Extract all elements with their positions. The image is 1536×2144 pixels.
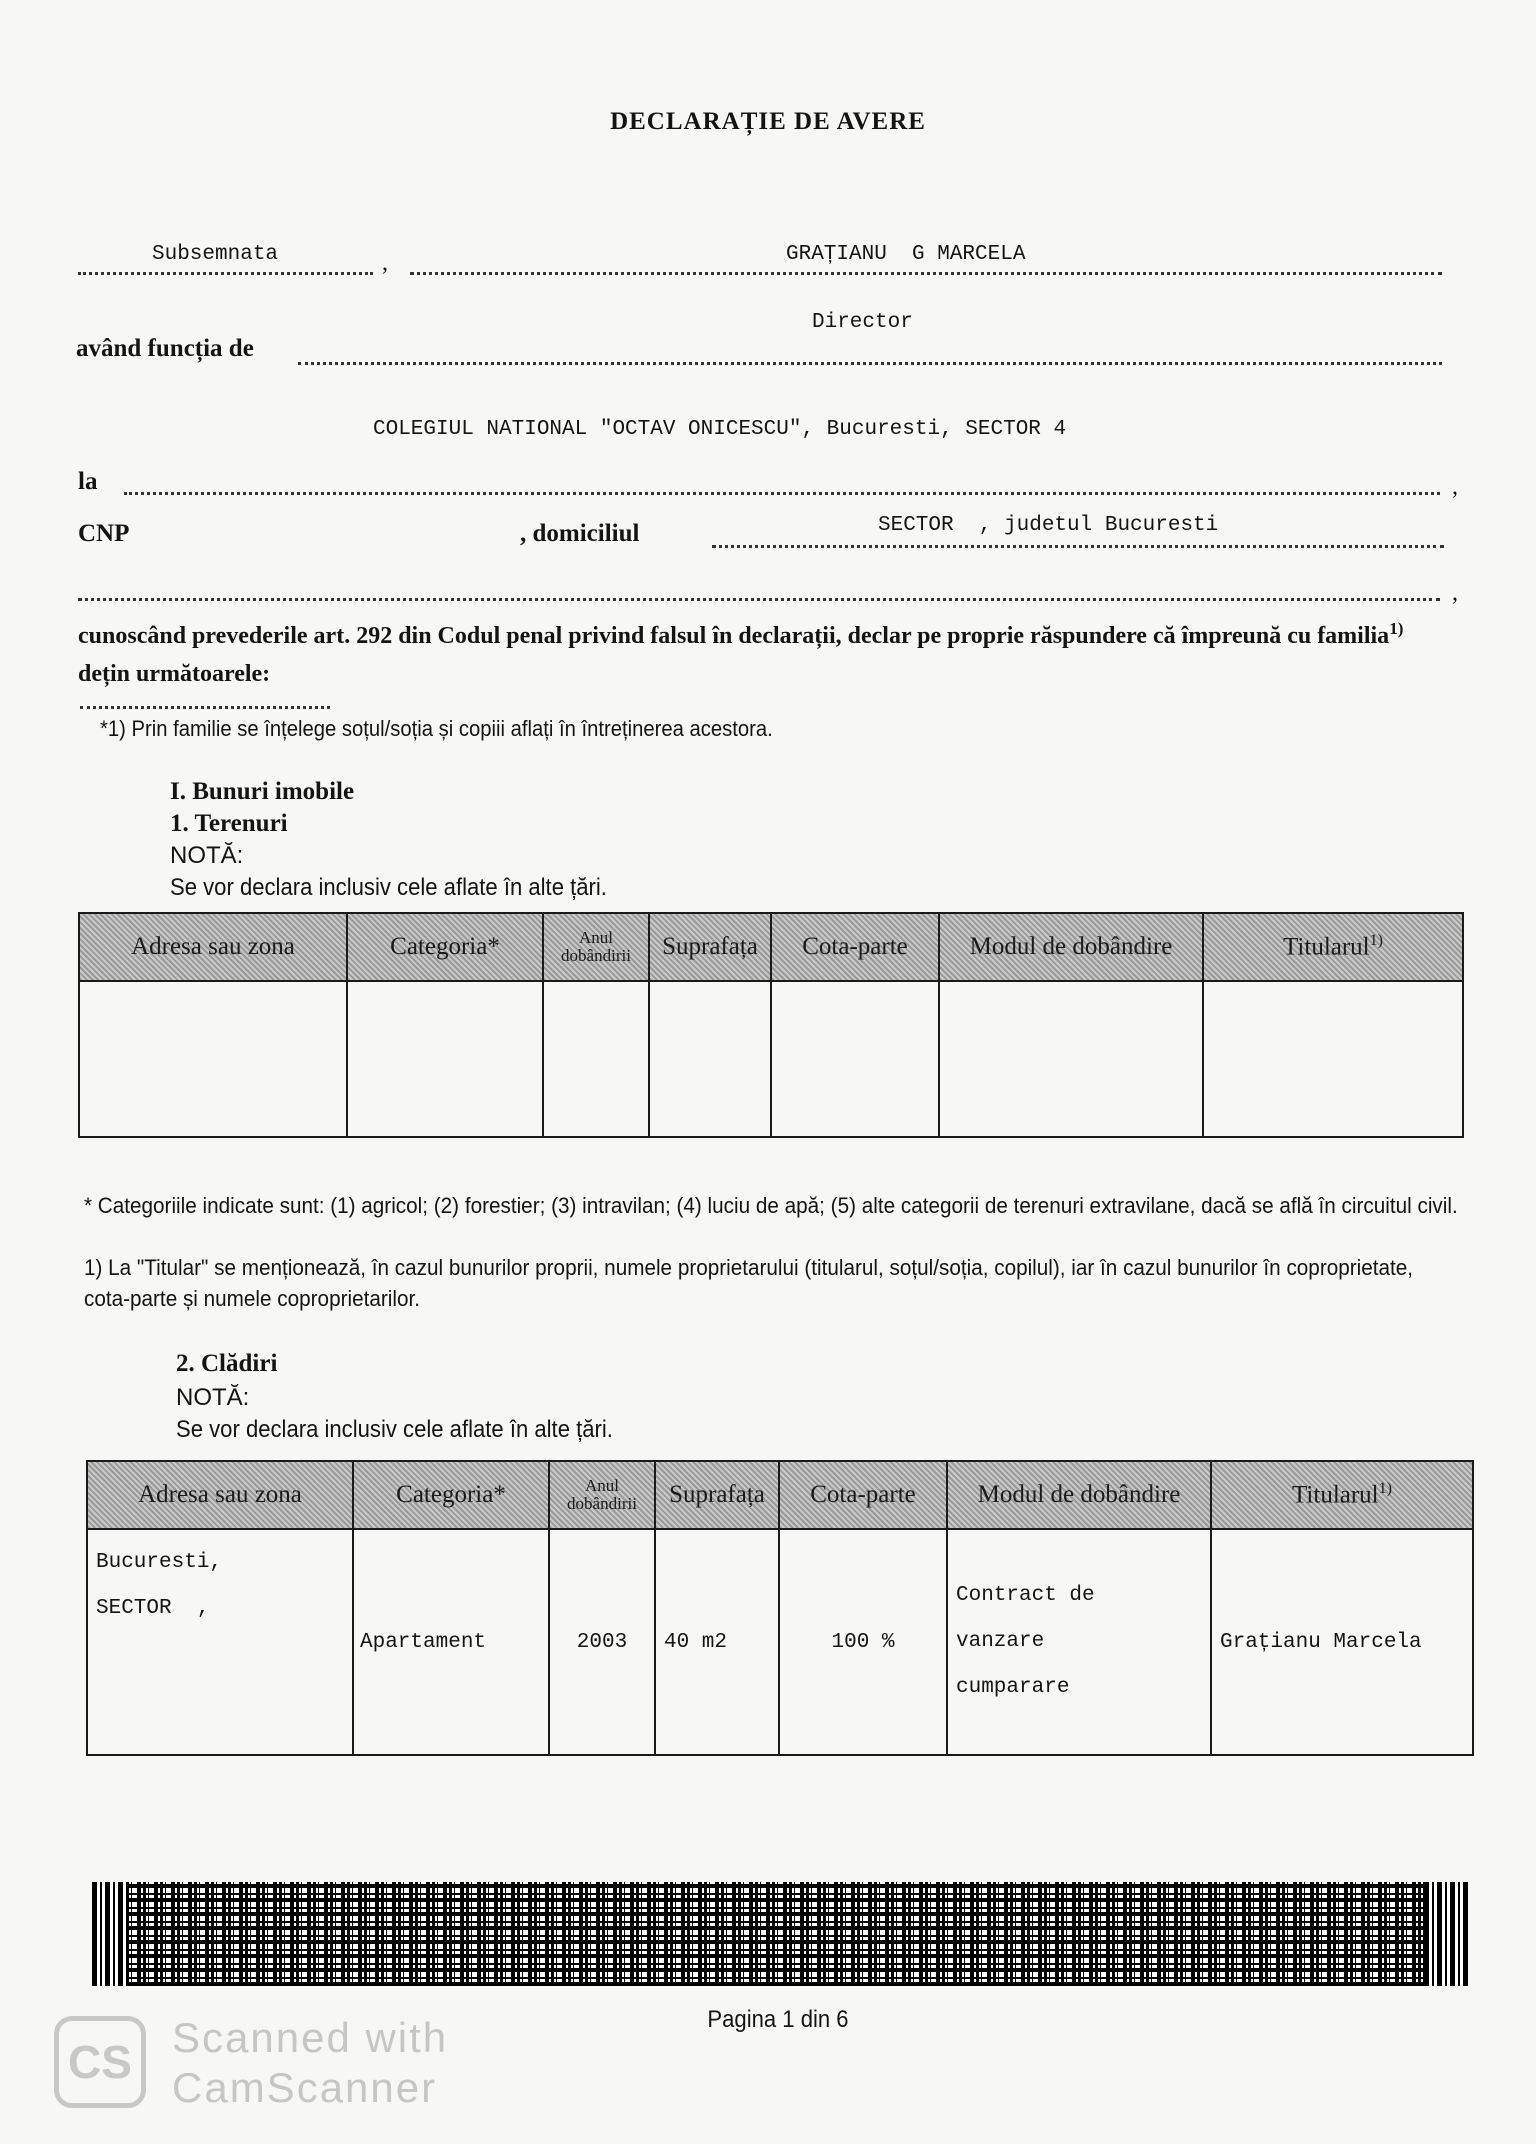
col-anul: Anul dobândirii	[549, 1461, 655, 1529]
col-suprafata: Suprafața	[655, 1461, 779, 1529]
cell-mod	[947, 1529, 1211, 1755]
col-categoria: Categoria*	[353, 1461, 549, 1529]
table-cell	[347, 981, 543, 1137]
col-cota: Cota-parte	[779, 1461, 947, 1529]
declaration-text: cunoscând prevederile art. 292 din Codul penal privind falsul în declarații, declar pe proprie răspundere că împreună cu familia	[78, 623, 1390, 649]
table-cell	[1203, 981, 1463, 1137]
subsemnata-label: Subsemnata	[152, 243, 279, 266]
domiciliu-value: SECTOR , judetul Bucuresti	[878, 514, 1219, 537]
address-line-1: Bucuresti,	[96, 1551, 223, 1574]
mod-line-2: vanzare	[956, 1630, 1045, 1653]
nota-text: Se vor declara inclusiv cele aflate în alte țări.	[170, 874, 607, 901]
family-dotline	[80, 706, 330, 709]
terenuri-table	[78, 912, 1464, 1138]
functia-dotline	[298, 362, 1442, 365]
cell-titular: Grațianu Marcela	[1211, 1529, 1473, 1755]
document-title: DECLARAȚIE DE AVERE	[610, 108, 926, 135]
col-mod: Modul de dobândire	[939, 913, 1203, 981]
titular-label: Titularul	[1283, 933, 1370, 961]
nota-text-2: Se vor declara inclusiv cele aflate în alte țări.	[176, 1416, 613, 1443]
footnote-family: *1) Prin familie se înțelege soțul/soția și copiii aflați în întreținerea acestora.	[100, 716, 773, 741]
col-anul: Anul dobândirii	[543, 913, 649, 981]
table-cell	[543, 981, 649, 1137]
watermark-line-2: CamScanner	[172, 2064, 438, 2111]
cell-categoria: Apartament	[353, 1529, 549, 1755]
table-cell	[939, 981, 1203, 1137]
table-row	[87, 1529, 1473, 1755]
comma: ,	[382, 250, 388, 276]
declaration-sup: 1)	[1389, 619, 1404, 638]
cell-cota: 100 %	[779, 1529, 947, 1755]
col-titular	[1203, 913, 1463, 981]
la-label: la	[78, 468, 98, 495]
declaration-paragraph	[78, 610, 1458, 693]
col-cota: Cota-parte	[771, 913, 939, 981]
table-header-row	[87, 1461, 1473, 1529]
watermark-line-1: Scanned with	[172, 2014, 449, 2061]
comma: ,	[1452, 474, 1458, 500]
section-2-heading: 2. Clădiri	[176, 1350, 278, 1377]
address-dotline	[78, 598, 1440, 601]
nota-label: NOTĂ:	[170, 842, 244, 869]
section-1-heading: 1. Terenuri	[170, 810, 288, 837]
barcode-right-guard	[1424, 1882, 1468, 1986]
titular-sup: 1)	[1378, 1480, 1392, 1498]
name-dotline	[410, 272, 1442, 275]
table-row	[79, 981, 1463, 1137]
nota-label-2: NOTĂ:	[176, 1384, 250, 1411]
titular-sup: 1)	[1369, 932, 1383, 950]
col-categoria: Categoria*	[347, 913, 543, 981]
mod-line-1: Contract de	[956, 1584, 1095, 1607]
domiciliul-label: , domiciliul	[520, 520, 640, 547]
cladiri-table	[86, 1460, 1474, 1756]
col-adresa: Adresa sau zona	[79, 913, 347, 981]
functia-label: având funcția de	[76, 335, 254, 362]
table-cell	[649, 981, 771, 1137]
cell-adresa	[87, 1529, 353, 1755]
functia-value: Director	[812, 311, 913, 334]
cell-anul: 2003	[549, 1529, 655, 1755]
comma: ,	[1452, 580, 1458, 606]
categories-note: * Categoriile indicate sunt: (1) agricol; (2) forestier; (3) intravilan; (4) luciu de apă; (5) alte categorii de terenuri extravilane, dacă se află în circuitul civil.	[84, 1193, 1458, 1218]
cnp-label: CNP	[78, 520, 130, 547]
la-dotline	[124, 492, 1440, 495]
col-adresa: Adresa sau zona	[87, 1461, 353, 1529]
cell-suprafata: 40 m2	[655, 1529, 779, 1755]
table-cell	[771, 981, 939, 1137]
titular-label: Titularul	[1292, 1481, 1379, 1509]
domiciliu-dotline	[712, 545, 1444, 548]
table-cell	[79, 981, 347, 1137]
titular-note: 1) La "Titular" se menționează, în cazul bunurilor proprii, numele proprietarului (titularul, soțul/soția, copilul), iar în cazul bunurilor în coproprietate, cota-parte și numele coproprietarilor.	[84, 1255, 1414, 1311]
table-header-row	[79, 913, 1463, 981]
col-titular	[1211, 1461, 1473, 1529]
barcode-left-guard	[92, 1882, 126, 1986]
declaration-end: dețin următoarele:	[78, 661, 271, 687]
col-suprafata: Suprafața	[649, 913, 771, 981]
mod-line-3: cumparare	[956, 1676, 1070, 1699]
barcode-image	[92, 1882, 1468, 1986]
declarant-name: GRAȚIANU G MARCELA	[786, 243, 1026, 266]
camscanner-logo-icon: CS	[54, 2016, 146, 2108]
page-number: Pagina 1 din 6	[707, 2006, 849, 2033]
institution-value: COLEGIUL NATIONAL "OCTAV ONICESCU", Bucuresti, SECTOR 4	[373, 418, 1067, 441]
address-line-2: SECTOR ,	[96, 1597, 210, 1620]
section-I-heading: I. Bunuri imobile	[170, 778, 355, 805]
subsemnata-dotline	[78, 272, 373, 275]
col-mod: Modul de dobândire	[947, 1461, 1211, 1529]
